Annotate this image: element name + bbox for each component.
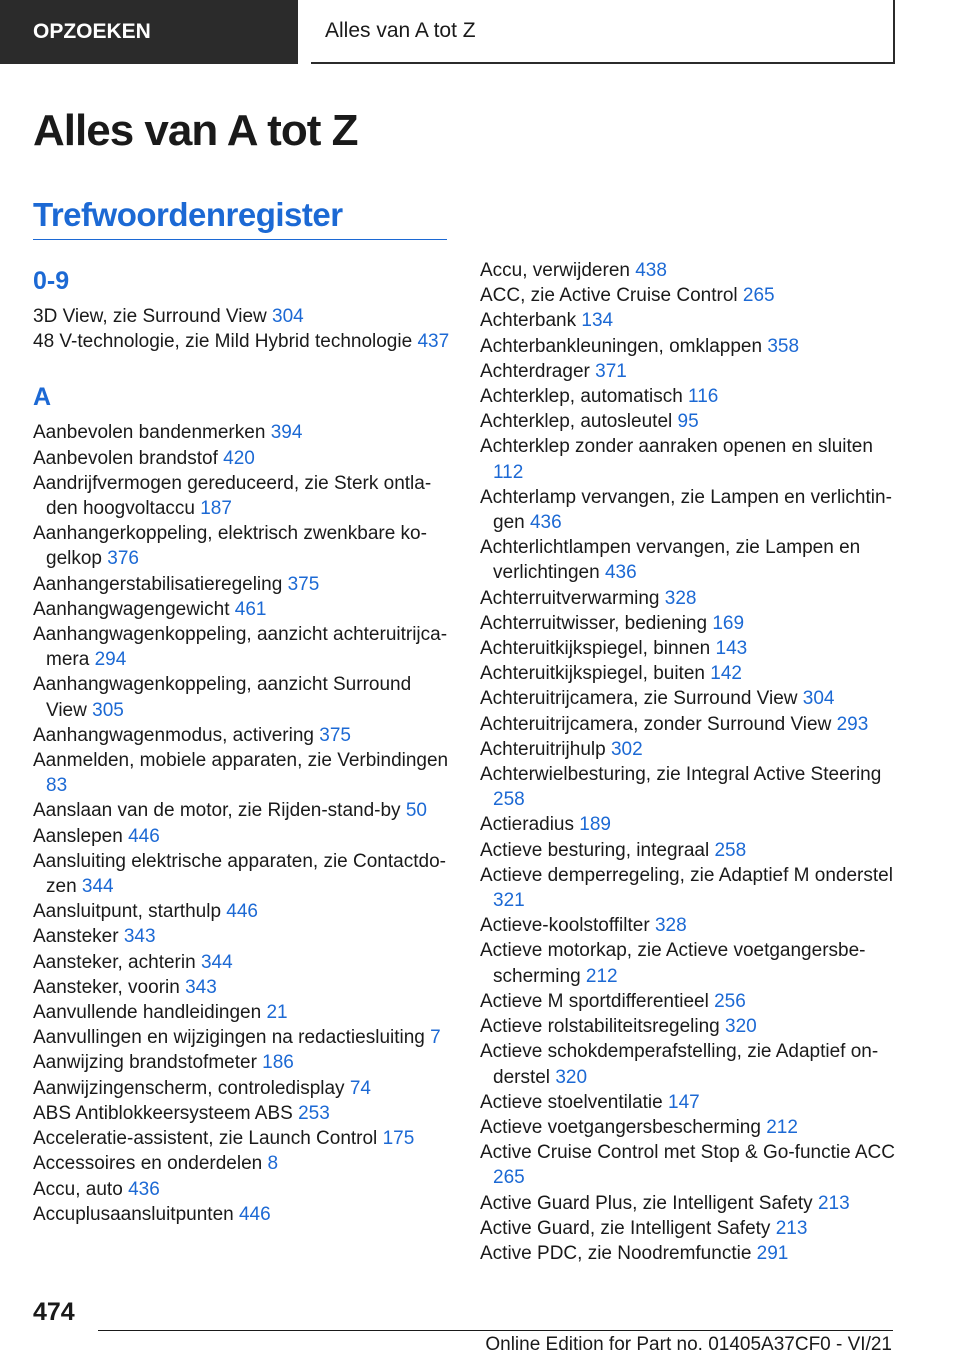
entry-page-link[interactable]: 446 bbox=[128, 825, 160, 847]
entry-term: 3D View, zie Surround View bbox=[33, 306, 273, 327]
entry-term: Aanhangwagenmodus, activering bbox=[33, 724, 320, 746]
entry-term: Accu, auto bbox=[33, 1178, 129, 1200]
index-entry bbox=[480, 409, 900, 434]
entry-term: Aanwijzingenscherm, controledisplay bbox=[33, 1077, 350, 1099]
entry-term: Aansteker, achterin bbox=[33, 951, 201, 973]
entry-term: Aanhangerkoppeling, elektrisch zwenkbare kogelkop bbox=[33, 523, 427, 570]
entry-term: Achterbank bbox=[480, 310, 582, 332]
index-letter-heading: A bbox=[33, 383, 52, 412]
entry-page-link[interactable]: 328 bbox=[654, 915, 687, 937]
index-entry bbox=[33, 975, 453, 1000]
entry-page-link[interactable]: 74 bbox=[349, 1077, 371, 1099]
entry-page-link[interactable]: 446 bbox=[238, 1203, 271, 1225]
entry-page-link[interactable]: 212 bbox=[766, 1116, 798, 1138]
index-entry bbox=[480, 535, 900, 585]
index-letter-heading: 0-9 bbox=[33, 267, 70, 295]
entry-page-link[interactable]: 320 bbox=[725, 1016, 757, 1038]
section-tab-label: OPZOEKEN bbox=[33, 20, 151, 43]
entry-page-link[interactable]: 294 bbox=[94, 649, 127, 671]
entry-page-link[interactable]: 8 bbox=[267, 1153, 279, 1175]
entry-page-link[interactable]: 375 bbox=[319, 724, 351, 746]
entry-page-link[interactable]: 394 bbox=[270, 422, 303, 444]
index-entry bbox=[480, 812, 900, 837]
index-entry bbox=[33, 723, 453, 748]
index-entry bbox=[480, 611, 900, 636]
entry-term: Achterruitverwarming bbox=[480, 587, 665, 609]
entry-page-link[interactable]: 375 bbox=[287, 573, 320, 595]
entry-term: Aansteker, voorin bbox=[33, 976, 186, 998]
entry-term: Achteruitrijcamera, zie Surround View bbox=[480, 688, 803, 710]
entry-term: Actieve voetgangersbescherming bbox=[480, 1116, 767, 1138]
entry-page-link[interactable]: 169 bbox=[712, 612, 745, 634]
edition-note: Online Edition for Part no. 01405A37CF0 - VI/21 bbox=[485, 1334, 892, 1355]
index-entry bbox=[33, 1126, 453, 1151]
entry-page-link[interactable]: 50 bbox=[405, 800, 427, 822]
index-entry bbox=[33, 446, 453, 471]
index-entry bbox=[33, 824, 453, 849]
entry-page-link[interactable]: 265 bbox=[742, 285, 775, 307]
index-entry bbox=[480, 359, 900, 384]
entry-term: Accu, verwijderen bbox=[480, 260, 636, 281]
index-entry bbox=[480, 863, 900, 913]
entry-term: Aanbevolen brandstof bbox=[33, 447, 224, 469]
section-tab bbox=[0, 0, 298, 64]
index-entry bbox=[33, 420, 453, 445]
entry-term: Achterbankleuningen, omklappen bbox=[480, 335, 768, 357]
entry-page-link[interactable]: 142 bbox=[710, 663, 742, 685]
entry-page-link[interactable]: 344 bbox=[200, 951, 233, 973]
entry-page-link[interactable]: 212 bbox=[585, 965, 618, 987]
index-entry bbox=[480, 308, 900, 333]
entry-page-link[interactable]: 344 bbox=[81, 876, 114, 898]
entry-term: Achteruitrijhulp bbox=[480, 738, 611, 760]
entry-page-link[interactable]: 112 bbox=[493, 461, 524, 483]
index-entry bbox=[33, 950, 453, 975]
index-entry bbox=[480, 1140, 900, 1190]
entry-page-link[interactable]: 175 bbox=[382, 1128, 415, 1150]
entry-page-link[interactable]: 328 bbox=[664, 587, 697, 609]
index-entry bbox=[33, 471, 453, 521]
index-entry bbox=[480, 1216, 900, 1241]
entry-page-link[interactable]: 420 bbox=[223, 447, 255, 469]
entry-term: Aanwijzing brandstofmeter bbox=[33, 1052, 263, 1074]
index-entry bbox=[480, 1039, 900, 1089]
entry-page-link[interactable]: 293 bbox=[836, 713, 869, 735]
entry-term: Aanslepen bbox=[33, 825, 129, 847]
entry-term: Actieve-koolstoffilter bbox=[480, 915, 655, 937]
entry-page-link[interactable]: 343 bbox=[185, 976, 217, 998]
entry-page-link[interactable]: 358 bbox=[767, 335, 800, 357]
index-entry bbox=[480, 283, 900, 308]
entry-term: ABS Antiblokkeersysteem ABS bbox=[33, 1102, 299, 1124]
entry-page-link[interactable]: 7 bbox=[430, 1027, 441, 1049]
entry-term: Actieve motorkap, zie Actieve voetgangersbescherming bbox=[480, 940, 866, 987]
entry-term: Aanhangerstabilisatieregeling bbox=[33, 573, 288, 595]
page-number: 474 bbox=[33, 1298, 75, 1326]
entry-term: Aanbevolen bandenmerken bbox=[33, 422, 271, 444]
entry-page-link[interactable]: 437 bbox=[417, 331, 450, 353]
entry-term: Active Cruise Control met Stop & Go-functie ACC bbox=[480, 1142, 895, 1164]
index-entry bbox=[33, 748, 453, 798]
index-entry bbox=[480, 1241, 900, 1266]
entry-page-link[interactable]: 304 bbox=[802, 688, 835, 710]
entry-page-link[interactable]: 147 bbox=[668, 1091, 700, 1113]
index-entry bbox=[480, 737, 900, 762]
index-entry bbox=[33, 329, 453, 354]
entry-page-link[interactable]: 258 bbox=[714, 839, 747, 861]
entry-term: Aanslaan van de motor, zie Rijden-stand-by bbox=[33, 800, 406, 822]
entry-term: Aanhangwagengewicht bbox=[33, 598, 235, 620]
entry-page-link[interactable]: 83 bbox=[46, 775, 68, 797]
index-entry bbox=[33, 1000, 453, 1025]
entry-term: Achteruitrijcamera, zonder Surround View bbox=[480, 713, 837, 735]
section-divider bbox=[33, 239, 447, 240]
entry-page-link[interactable]: 343 bbox=[123, 926, 156, 948]
entry-term: Achterwielbesturing, zie Integral Active Steering bbox=[480, 764, 882, 786]
entry-term: Actieve rolstabiliteitsregeling bbox=[480, 1016, 726, 1038]
entry-page-link[interactable]: 461 bbox=[234, 598, 267, 620]
entry-term: Achteruitkijkspiegel, binnen bbox=[480, 638, 716, 660]
index-entry bbox=[33, 798, 453, 823]
entry-page-link[interactable]: 436 bbox=[128, 1178, 160, 1200]
entry-page-link[interactable]: 186 bbox=[262, 1052, 294, 1074]
entry-page-link[interactable]: 376 bbox=[107, 548, 139, 570]
entry-term: Aandrijfvermogen gereduceerd, zie Sterk ontladen hoogvoltaccu bbox=[33, 472, 432, 520]
index-column-right bbox=[480, 258, 900, 1266]
index-entry bbox=[33, 1151, 453, 1176]
entry-page-link[interactable]: 436 bbox=[604, 562, 637, 584]
entry-term: Active Guard, zie Intelligent Safety bbox=[480, 1217, 776, 1239]
index-entry bbox=[33, 1202, 453, 1227]
entry-page-link[interactable]: 265 bbox=[493, 1167, 525, 1189]
index-entry bbox=[480, 384, 900, 409]
entry-page-link[interactable]: 304 bbox=[272, 306, 304, 327]
index-entry bbox=[33, 622, 453, 672]
entry-term: Active PDC, zie Noodremfunctie bbox=[480, 1242, 757, 1264]
index-entry bbox=[33, 924, 453, 949]
index-entry bbox=[480, 989, 900, 1014]
index-entry bbox=[33, 1101, 453, 1126]
entry-term: Aanvullingen en wijzigingen na redactiesluiting bbox=[33, 1027, 431, 1049]
entry-term: Achterlamp vervangen, zie Lampen en verlichtingen bbox=[480, 486, 892, 534]
entry-page-link[interactable]: 320 bbox=[555, 1066, 588, 1088]
entry-page-link[interactable]: 302 bbox=[610, 738, 643, 760]
entry-page-link[interactable]: 213 bbox=[817, 1192, 850, 1214]
entry-page-link[interactable]: 143 bbox=[715, 638, 748, 660]
entry-term: Achterklep, autosleutel bbox=[480, 411, 678, 433]
section-title: Trefwoordenregister bbox=[33, 196, 343, 233]
index-entry bbox=[480, 586, 900, 611]
entry-term: Acceleratie-assistent, zie Launch Control bbox=[33, 1128, 383, 1150]
entry-page-link[interactable]: 95 bbox=[677, 411, 699, 433]
entry-term: Accessoires en onderdelen bbox=[33, 1153, 268, 1175]
entry-page-link[interactable]: 305 bbox=[92, 699, 124, 721]
entry-page-link[interactable]: 21 bbox=[266, 1002, 288, 1024]
index-entry bbox=[480, 485, 900, 535]
footer-divider bbox=[98, 1330, 893, 1331]
index-entry bbox=[480, 1014, 900, 1039]
index-entry bbox=[33, 672, 453, 722]
index-entry bbox=[480, 913, 900, 938]
entry-term: 48 V-technologie, zie Mild Hybrid technologie bbox=[33, 331, 418, 353]
entry-term: Accuplusaansluitpunten bbox=[33, 1203, 239, 1225]
index-entry bbox=[33, 1177, 453, 1202]
entry-term: Actieve stoelventilatie bbox=[480, 1091, 668, 1113]
index-column-left bbox=[33, 258, 453, 1227]
entry-term: Aansluitpunt, starthulp bbox=[33, 901, 227, 923]
entry-page-link[interactable]: 258 bbox=[493, 789, 525, 811]
index-entry bbox=[480, 1115, 900, 1140]
index-entry bbox=[480, 1090, 900, 1115]
entry-page-link[interactable]: 446 bbox=[226, 901, 258, 923]
entry-term: Aanhangwagenkoppeling, aanzicht Surround View bbox=[33, 674, 412, 721]
entry-term: Aanmelden, mobiele apparaten, zie Verbindingen bbox=[33, 750, 449, 772]
entry-page-link[interactable]: 134 bbox=[581, 310, 614, 332]
index-entry bbox=[480, 686, 900, 711]
index-entry bbox=[33, 304, 453, 329]
entry-term: Aanvullende handleidingen bbox=[33, 1002, 267, 1024]
entry-page-link[interactable]: 256 bbox=[714, 990, 746, 1012]
index-entry bbox=[480, 434, 900, 484]
entry-page-link[interactable]: 371 bbox=[595, 360, 627, 382]
entry-term: Achteruitkijkspiegel, buiten bbox=[480, 663, 711, 685]
entry-term: ACC, zie Active Cruise Control bbox=[480, 285, 743, 307]
index-entry bbox=[33, 1025, 453, 1050]
entry-term: Achterklep, automatisch bbox=[480, 386, 689, 408]
index-entry bbox=[480, 661, 900, 686]
entry-term: Achterklep zonder aanraken openen en sluiten bbox=[480, 436, 873, 458]
index-entry bbox=[33, 849, 453, 899]
index-entry bbox=[33, 597, 453, 622]
index-entry bbox=[480, 838, 900, 863]
entry-term: Actieve demperregeling, zie Adaptief M onderstel bbox=[480, 864, 893, 886]
breadcrumb-label: Alles van A tot Z bbox=[325, 19, 476, 42]
entry-page-link[interactable]: 253 bbox=[298, 1102, 330, 1124]
entry-page-link[interactable]: 189 bbox=[579, 814, 611, 836]
index-entry bbox=[480, 258, 900, 283]
entry-term: Actieve schokdemperafstelling, zie Adaptief onderstel bbox=[480, 1041, 879, 1088]
entry-page-link[interactable]: 291 bbox=[756, 1242, 789, 1264]
index-entry bbox=[480, 1191, 900, 1216]
entry-page-link[interactable]: 187 bbox=[200, 498, 232, 520]
page-title: Alles van A tot Z bbox=[33, 106, 358, 155]
index-entry bbox=[480, 636, 900, 661]
entry-page-link[interactable]: 116 bbox=[688, 386, 719, 408]
entry-page-link[interactable]: 438 bbox=[635, 260, 667, 281]
index-entry bbox=[33, 1076, 453, 1101]
entry-term: Achterdrager bbox=[480, 360, 596, 382]
entry-page-link[interactable]: 321 bbox=[493, 890, 525, 912]
index-entry bbox=[33, 1050, 453, 1075]
entry-term: Achterlichtlampen vervangen, zie Lampen en verlichtingen bbox=[480, 537, 861, 584]
index-entry bbox=[33, 899, 453, 924]
entry-term: Aansluiting elektrische apparaten, zie Contactdozen bbox=[33, 850, 446, 898]
entry-term: Aansteker bbox=[33, 926, 124, 948]
entry-term: Actieve M sportdifferentieel bbox=[480, 990, 715, 1012]
entry-page-link[interactable]: 213 bbox=[775, 1217, 808, 1239]
index-entry bbox=[480, 334, 900, 359]
entry-page-link[interactable]: 436 bbox=[529, 512, 562, 534]
entry-term: Active Guard Plus, zie Intelligent Safety bbox=[480, 1192, 818, 1214]
index-entry bbox=[480, 712, 900, 737]
index-entry bbox=[33, 572, 453, 597]
entry-term: Actieve besturing, integraal bbox=[480, 839, 715, 861]
index-entry bbox=[33, 521, 453, 571]
index-entry bbox=[480, 762, 900, 812]
breadcrumb bbox=[311, 0, 895, 64]
index-entry bbox=[480, 938, 900, 988]
entry-term: Actieradius bbox=[480, 814, 580, 836]
entry-term: Achterruitwisser, bediening bbox=[480, 612, 713, 634]
entry-term: Aanhangwagenkoppeling, aanzicht achteruitrijcamera bbox=[33, 624, 448, 671]
